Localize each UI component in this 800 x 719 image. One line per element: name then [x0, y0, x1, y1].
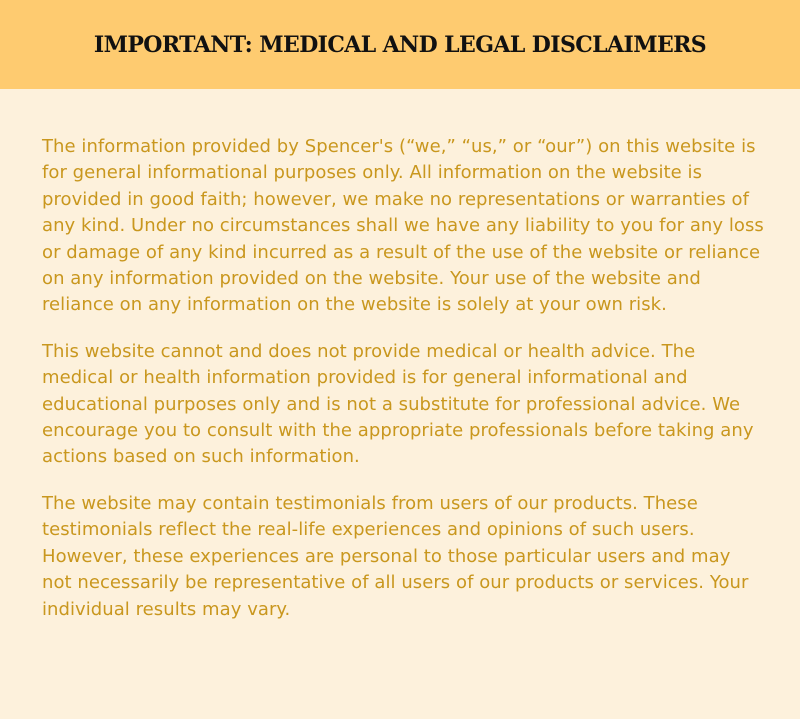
disclaimer-header [0, 0, 800, 89]
medical-disclaimer-paragraph: This website cannot and does not provide medical or health advice. The medical or health information provided is for general informational and educational purposes only and is not a substitute for professional advice. We encourage you to consult with the appropriate professionals before taking any actions based on such information. [42, 340, 754, 468]
disclaimer-content [0, 89, 800, 623]
legal-disclaimer-paragraph: The information provided by Spencer's (“we,” “us,” or “our”) on this website is for general informational purposes only. All information on the website is provided in good faith; however, we make no representations or warranties of any kind. Under no circumstances shall we have any liability to you for any loss or damage of any kind incurred as a result of the use of the website or reliance on any information provided on the website. Your use of the website and reliance on any information on the website is solely at your own risk. [42, 136, 764, 316]
page-title: IMPORTANT: MEDICAL AND LEGAL DISCLAIMERS [93, 31, 707, 58]
testimonials-disclaimer-paragraph: The website may contain testimonials from users of our products. These testimonials reflect the real-life experiences and opinions of such users. However, these experiences are personal to those particular users and may not necessarily be representative of all users of our products or services. Your individual results may vary. [42, 492, 749, 620]
